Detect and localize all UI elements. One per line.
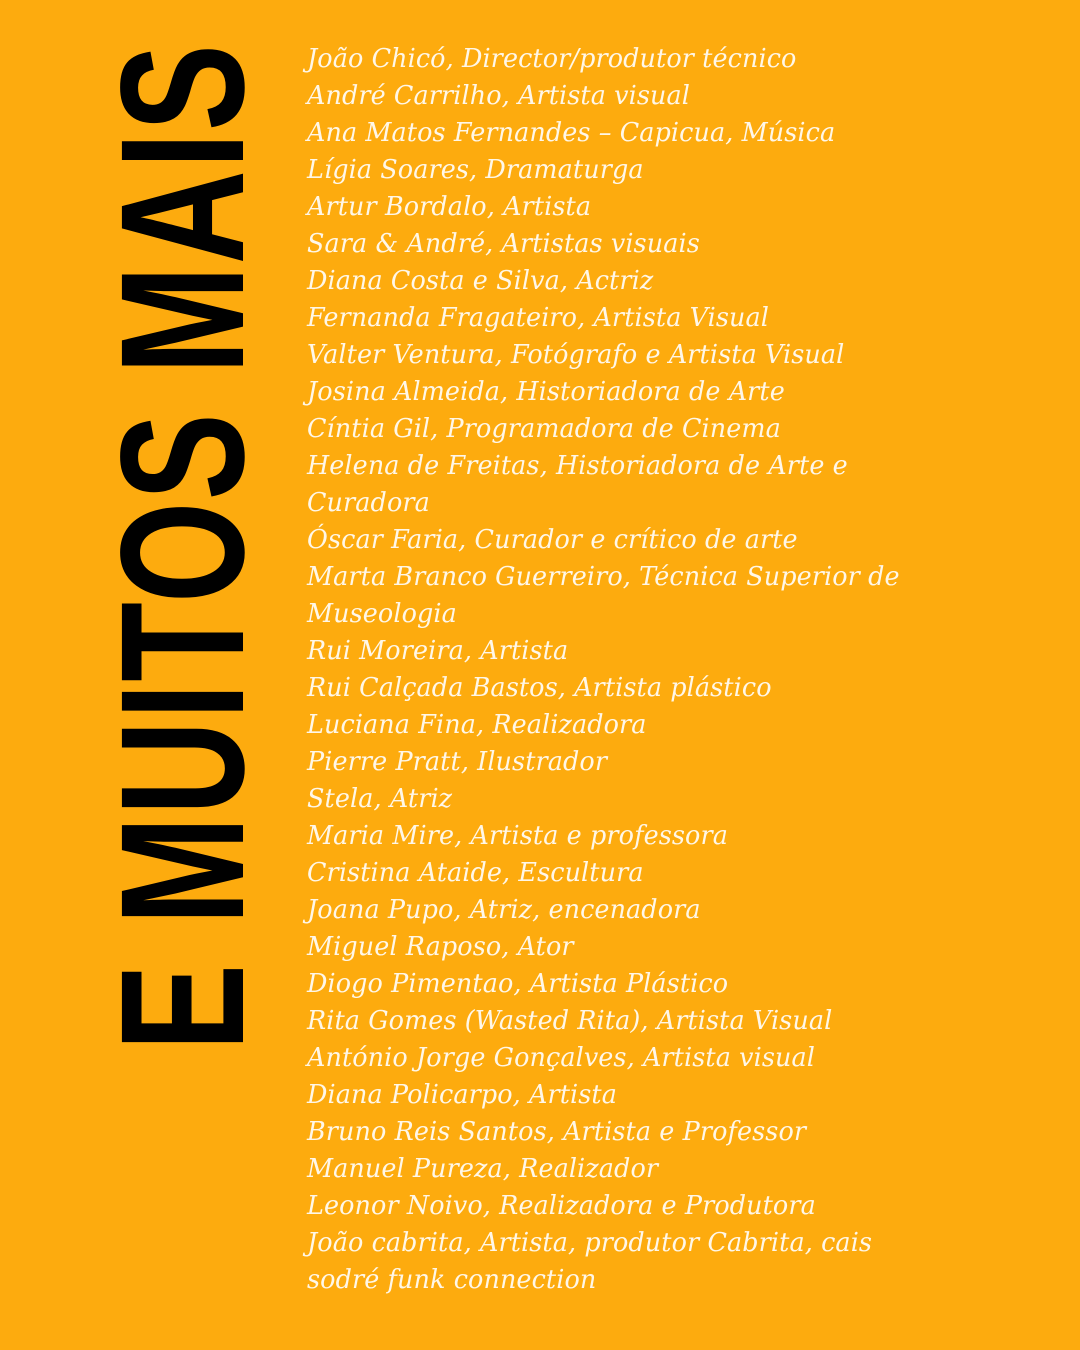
- list-item: Luciana Fina, Realizadora: [307, 709, 647, 740]
- list-item: Joana Pupo, Atriz, encenadora: [307, 894, 701, 925]
- headline-container: [85, 42, 281, 1228]
- list-item: Fernanda Fragateiro, Artista Visual: [307, 302, 770, 333]
- list-item: Diana Costa e Silva, Actriz: [307, 265, 654, 296]
- list-item: Lígia Soares, Dramaturga: [307, 154, 644, 185]
- list-item: Óscar Faria, Curador e crítico de arte: [307, 524, 798, 555]
- list-item: Cristina Ataide, Escultura: [307, 857, 644, 888]
- list-item: Stela, Atriz: [307, 783, 453, 814]
- list-item: Curadora: [307, 487, 430, 518]
- list-item: Artur Bordalo, Artista: [307, 191, 592, 222]
- list-item: Pierre Pratt, Ilustrador: [307, 746, 608, 777]
- list-item: Manuel Pureza, Realizador: [307, 1153, 659, 1184]
- headline: [85, 42, 281, 1228]
- list-item: Diana Policarpo, Artista: [307, 1079, 618, 1110]
- list-item: Rui Calçada Bastos, Artista plástico: [307, 672, 772, 703]
- list-item: Sara & André, Artistas visuais: [307, 228, 700, 259]
- list-item: João cabrita, Artista, produtor Cabrita, cais: [307, 1227, 873, 1258]
- headline-text: E MUITOS MAIS: [85, 42, 281, 1051]
- credits-list: [307, 40, 1007, 1298]
- list-item: Leonor Noivo, Realizadora e Produtora: [307, 1190, 816, 1221]
- list-item: Bruno Reis Santos, Artista e Professor: [307, 1116, 807, 1147]
- list-item: Marta Branco Guerreiro, Técnica Superior de: [307, 561, 900, 592]
- list-item: Helena de Freitas, Historiadora de Arte e: [307, 450, 848, 481]
- list-item: António Jorge Gonçalves, Artista visual: [307, 1042, 815, 1073]
- list-item: João Chicó, Director/produtor técnico: [307, 43, 797, 74]
- list-item: Rui Moreira, Artista: [307, 635, 569, 666]
- list-item: André Carrilho, Artista visual: [307, 80, 691, 111]
- list-item: Cíntia Gil, Programadora de Cinema: [307, 413, 781, 444]
- list-item: Maria Mire, Artista e professora: [307, 820, 728, 851]
- list-item: Museologia: [307, 598, 457, 629]
- list-item: Miguel Raposo, Ator: [307, 931, 574, 962]
- list-item: Valter Ventura, Fotógrafo e Artista Visual: [307, 339, 845, 370]
- list-item: sodré funk connection: [307, 1264, 597, 1295]
- list-item: Rita Gomes (Wasted Rita), Artista Visual: [307, 1005, 833, 1036]
- list-item: Ana Matos Fernandes – Capicua, Música: [307, 117, 836, 148]
- list-item: Diogo Pimentao, Artista Plástico: [307, 968, 729, 999]
- list-item: Josina Almeida, Historiadora de Arte: [307, 376, 785, 407]
